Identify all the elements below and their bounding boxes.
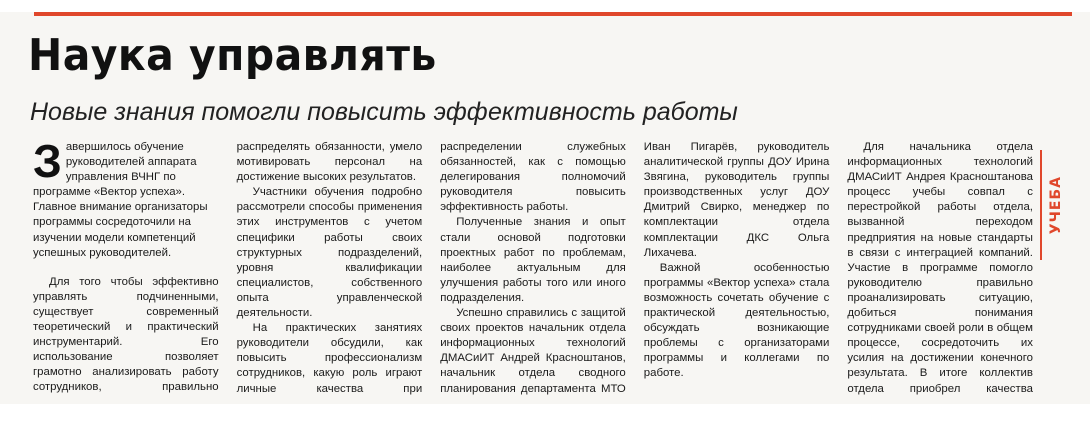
- article-paragraph: Полученные знания и опыт стали основой подготовки проектных работ по проблемам, наиболее актуальным для улучшения работы того или иного подразделения.: [440, 216, 626, 304]
- article-paragraph: Для начальника отдела информационных технологий ДМАСиИТ Андрея Красноштанова процесс учебы совпал с перестройкой работы отдела, вызванной переходом предприятия на новые стандарты в связи с интеграцией компаний. Участие в программе помогло руководителю правильно проанализировать ситуацию, добиться понимания сотрудниками своей роли в общем процессе, сосредоточить их усилия на достижении конечного результата. В итоге коллектив отдела приобрел качества: [847, 141, 1033, 395]
- page-bottom-margin: [0, 404, 1090, 428]
- lead-text: авершилось обучение руководителей аппарата управления ВЧНГ по программе «Вектор успеха». Главное внимание организаторы программы сосредоточили на изучении модели компетенций успешных руководителей.: [33, 141, 208, 259]
- header-rule: [34, 12, 1072, 16]
- page-top-margin: [0, 0, 1090, 12]
- article-paragraph: На практических занятиях руководители обсудили, как повысить профессионализм сотрудников, какую роль играют личные качества при распределении служебных обязанностей, как с помощью делегирования полномочий руководителя повысить эффективность работы.: [236, 141, 626, 395]
- article-paragraph: Успешно справились с защитой своих проектов начальник отдела информационных технологий ДМАСиИТ Андрей Красноштанов, начальник отдела сводного планирования департамента МТО Иван Пигарёв, руководитель аналитической группы ДОУ Ирина Звягина, руководитель группы производственных услуг ДОУ Дмитрий Свирко, менеджер по комплектации отдела комплектации ДКС Ольга Лихачева.: [440, 141, 830, 395]
- rubric-label: УЧЕБА: [1048, 175, 1064, 235]
- article-lead: [33, 140, 219, 261]
- drop-cap: З: [33, 140, 62, 187]
- article-paragraph: Важной особенностью программы «Вектор успеха» стала возможность сочетать обучение с практической деятельностью, обсуждать возникающие проблемы с организаторами программы и коллегами по работе.: [643, 261, 830, 380]
- article-body: [33, 140, 1033, 402]
- article-paragraph: Для того чтобы эффективно управлять подчиненными, существует современный теоретический и практический инструментарий. Его использование позволяет грамотно анализировать работу сотрудников, правильно распределять обязанности, умело мотивировать персонал на достижение высоких результатов.: [33, 141, 423, 394]
- article-subtitle: Новые знания помогли повысить эффективность работы: [30, 98, 738, 126]
- article-title: Наука управлять: [28, 30, 437, 81]
- article-paragraph: Участники обучения подробно рассмотрели способы применения этих инструментов с учетом специфики работы своих структурных подразделений, уровня квалификации специалистов, собственного опыта управленческой деятельности.: [236, 186, 423, 320]
- section-rubric: [1040, 150, 1070, 260]
